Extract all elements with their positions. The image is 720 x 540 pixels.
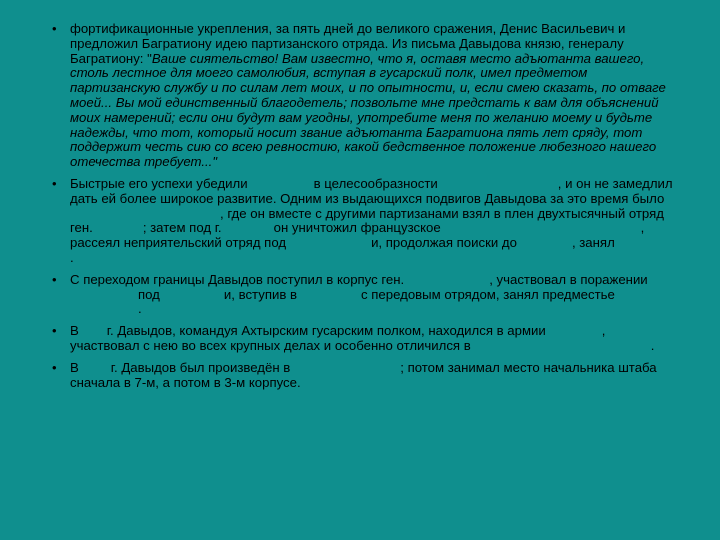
bullet-3-part-3: под <box>138 286 160 302</box>
bullet-4-part-1: В <box>70 323 79 339</box>
bullet-3-part-2: , участвовал в поражении <box>489 271 648 287</box>
bullet-item-2 <box>52 177 676 266</box>
davydov-letter-quote: Ваше сиятельство! Вам известно, что я, оставя место адъютанта вашего, столь лестное для моего самолюбия, вступая в гусарский полк, имел предметом партизанскую службу и по силам лет моих, и по опытности, и, если смею сказать, по отваге моей... Вы мой единственный благодетель; позвольте мне предстать к вам для объяснений моих намерений; если они будут вам угодны, употребите меня по желанию моему и будьте надежды, что тот, который носит звание адъютанта Багратиона пять лет сряду, тот поддержит честь сию со всею ревностию, какой бедственное положение любезного нашего отечества требует... <box>70 50 666 170</box>
bullet-dot-icon: • <box>52 359 57 375</box>
bullet-4-part-4: . <box>650 337 655 353</box>
bullet-3-part-4: и, вступив в <box>223 286 298 302</box>
bullet-2-part-2: в целесообразности <box>313 175 438 191</box>
bullet-3-part-5: с передовым отрядом, занял предместье <box>361 286 615 302</box>
bullet-2-part-6: он уничтожил французское <box>273 220 441 236</box>
bullet-dot-icon: • <box>52 21 57 36</box>
bullet-4-part-3: , участвовал с нею во всех крупных делах и особенно отличился в <box>70 323 606 353</box>
bullet-2-part-4: , где он вместе с другими партизанами взял в плен двухтысячный отряд ген. <box>70 205 664 236</box>
bullet-5-part-1: В <box>70 359 79 375</box>
bullet-item-1 <box>52 22 676 170</box>
bullet-5-part-2: г. Давыдов был произведён в <box>110 359 291 375</box>
bullet-dot-icon: • <box>52 323 57 339</box>
bullet-list <box>52 22 676 397</box>
bullet-5-part-3: ; потом занимал место начальника штаба сначала в 7-м, а потом в 3-м корпусе. <box>70 359 657 390</box>
quote-close: " <box>212 154 218 170</box>
bullet-2-part-7: , рассеял неприятельский отряд под <box>70 220 645 251</box>
bullet-2-part-3: , и он не замедлил дать ей более широкое развитие. Одним из выдающихся подвигов Давыдова за это время было <box>70 175 673 206</box>
bullet-4-part-2: г. Давыдов, командуя Ахтырским гусарским полком, находился в армии <box>106 323 546 339</box>
bullet-item-5 <box>52 361 676 391</box>
bullet-1-text: фортификационные укрепления, за пять дней до великого сражения, Денис Васильевич и предложил Багратиону идею партизанского отряда. Из письма Давыдова князю, генералу Багратиону: " <box>70 21 626 66</box>
bullet-dot-icon: • <box>52 175 57 191</box>
bullet-dot-icon: • <box>52 271 57 287</box>
bullet-item-3 <box>52 273 676 317</box>
bullet-3-part-1: С переходом границы Давыдов поступил в корпус ген. <box>70 271 405 287</box>
bullet-2-part-10: . <box>70 249 74 265</box>
bullet-2-part-5: ; затем под г. <box>142 220 222 236</box>
bullet-2-part-9: , занял <box>571 235 615 251</box>
bullet-2-part-8: и, продолжая поиски до <box>371 235 517 251</box>
bullet-2-part-1: Быстрые его успехи убедили <box>70 175 248 191</box>
bullet-3-part-6: . <box>138 301 142 317</box>
bullet-item-4 <box>52 324 676 354</box>
